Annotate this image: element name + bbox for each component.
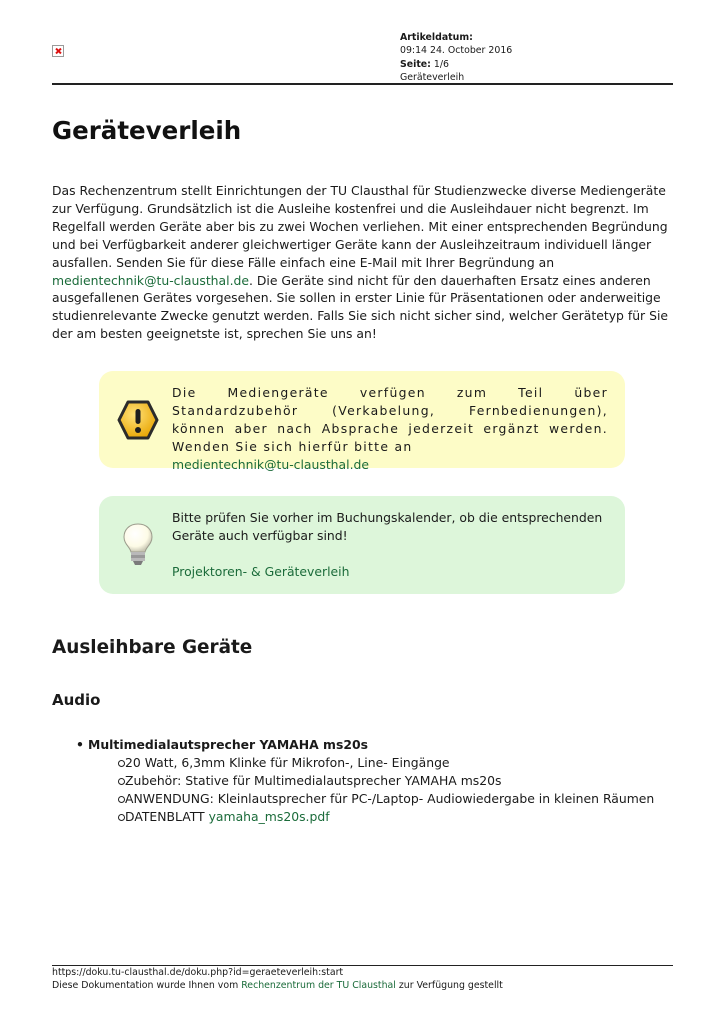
circle-bullet-icon	[118, 814, 125, 821]
footer-text-start: Diese Dokumentation wurde Ihnen vom	[52, 980, 242, 992]
page-name: Geräteverleih	[400, 71, 465, 83]
circle-bullet-icon	[118, 778, 125, 785]
footer-rz-link[interactable]: Rechenzentrum der TU Clausthal	[241, 980, 396, 992]
list-bullet: •	[76, 737, 84, 752]
article-date-label: Artikeldatum:	[400, 32, 473, 43]
warning-note	[99, 371, 625, 472]
intro-text-start: Das Rechenzentrum stellt Einrichtungen der TU Clausthal für Studienzwecke diverse Mediengeräte zur Verfügung. Grundsätzlich ist die Ausleihe kostenfrei und die Ausleihdauer nicht begrenzt. Im Regelfall werden Geräte aber bis zu zwei Wochen verliehen. Mit einer entsprechenden Begründung und bei Verfügbarkeit anderer gleichwertiger Geräte kann der Ausleihzeitraum individuell länger ausfallen. Senden Sie für diese Fälle einfach eine E-Mail mit Ihrer Begründung an	[52, 183, 668, 270]
page-label: Seite:	[400, 58, 431, 70]
warning-email-link[interactable]: medientechnik@tu-clausthal.de	[172, 457, 369, 472]
warning-note-body	[172, 384, 608, 474]
warning-icon	[116, 399, 160, 441]
footer-url: https://doku.tu-clausthal.de/doku.php?id=geraeteverleih:start	[52, 967, 344, 978]
detail-text: 20 Watt, 6,3mm Klinke für Mikrofon-, Line- Eingänge	[125, 755, 450, 770]
intro-email-link[interactable]: medientechnik@tu-clausthal.de	[52, 272, 249, 288]
header-divider	[52, 83, 673, 85]
circle-bullet-icon	[118, 796, 125, 803]
subsection-title: Audio	[52, 691, 101, 709]
warning-note-text: Die Mediengeräte verfügen zum Teil über Standardzubehör (Verkabelung, Fernbedienungen), können aber nach Absprache jederzeit ergänzt werden. Wenden Sie sich hierfür bitte an	[172, 385, 608, 454]
detail-text: ANWENDUNG: Kleinlautsprecher für PC-/Laptop- Audiowiedergabe in kleinen Räumen	[125, 791, 655, 806]
intro-paragraph	[52, 182, 677, 343]
page-number: 1/6	[433, 58, 449, 70]
page-header-meta	[400, 31, 512, 84]
device-name: Multimedialautsprecher YAMAHA ms20s	[88, 737, 368, 752]
page-footer	[52, 966, 503, 993]
broken-image-icon	[52, 45, 64, 57]
intro-text-end: . Die Geräte sind nicht für den dauerhaften Ersatz eines anderen ausgefallenen Gerätes vorgesehen. Sie sollen in erster Linie für Präsentationen oder anderweitige studienrelevante Zwecke genutzt werden. Falls Sie sich nicht sicher sind, welcher Gerätetyp für Sie der am besten geeignetste ist, sprechen Sie uns an!	[52, 272, 669, 342]
footer-text-end: zur Verfügung gestellt	[395, 980, 503, 992]
datasheet-link[interactable]: yamaha_ms20s.pdf	[208, 809, 330, 824]
section-title: Ausleihbare Geräte	[52, 637, 253, 658]
datasheet-label: DATENBLATT	[125, 809, 205, 824]
circle-bullet-icon	[118, 760, 125, 767]
page-title: Geräteverleih	[52, 116, 242, 145]
tip-note-text: Bitte prüfen Sie vorher im Buchungskalender, ob die entsprechenden Geräte auch verfügbar sind!	[172, 510, 603, 543]
booking-calendar-link[interactable]: Projektoren- & Geräteverleih	[172, 564, 350, 579]
tip-note	[99, 496, 625, 594]
lightbulb-icon	[121, 522, 155, 568]
detail-text: Zubehör: Stative für Multimedialautsprecher YAMAHA ms20s	[125, 773, 502, 788]
article-date-value: 09:14 24. October 2016	[400, 45, 513, 57]
